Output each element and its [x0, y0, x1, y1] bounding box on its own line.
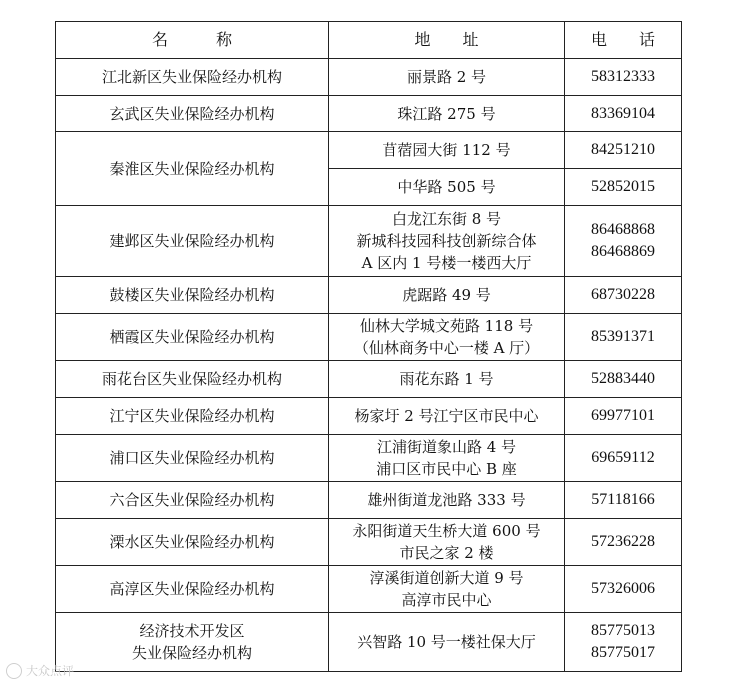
office-address: [329, 206, 565, 277]
office-address: [329, 435, 565, 482]
name-line: 秦淮区失业保险经办机构: [109, 159, 275, 178]
address-line: 市民之家 2 楼: [399, 544, 494, 562]
office-address: [329, 361, 565, 398]
address-line: 兴智路 10 号一楼社保大厅: [357, 633, 536, 651]
office-address: [329, 277, 565, 314]
office-phone: [565, 314, 682, 361]
phone-number: 52852015: [591, 178, 655, 195]
header-row: [56, 22, 682, 59]
logo-icon: [6, 663, 22, 679]
phone-number: 86468869: [591, 243, 655, 260]
name-line: 六合区失业保险经办机构: [109, 491, 275, 509]
office-name: [56, 613, 329, 672]
address-line: 新城科技园科技创新综合体: [356, 232, 537, 250]
office-address: [329, 519, 565, 566]
address-line: 淳溪街道创新大道 9 号: [369, 569, 524, 587]
table-row: [56, 398, 682, 435]
name-line: 雨花台区失业保险经办机构: [101, 370, 282, 388]
phone-number: 68730228: [591, 286, 655, 303]
office-name: [56, 206, 329, 277]
header-address: 地 址: [329, 22, 565, 59]
office-phone: [565, 132, 682, 169]
address-line: 雄州街道龙池路 333 号: [367, 491, 526, 509]
office-phone: [565, 361, 682, 398]
phone-number: 85391371: [591, 328, 655, 345]
address-line: 中华路 505 号: [397, 178, 496, 196]
office-phone: [565, 277, 682, 314]
office-name: [56, 519, 329, 566]
table-row: [56, 613, 682, 672]
address-line: 虎踞路 49 号: [402, 286, 491, 304]
name-line: 玄武区失业保险经办机构: [109, 104, 275, 123]
name-line: 江宁区失业保险经办机构: [109, 407, 275, 425]
office-name: [56, 398, 329, 435]
address-line: 珠江路 275 号: [397, 104, 496, 123]
office-phone: [565, 482, 682, 519]
office-phone: [565, 566, 682, 613]
address-line: 丽景路 2 号: [406, 68, 487, 86]
office-address: [329, 566, 565, 613]
address-line: 雨花东路 1 号: [399, 370, 494, 388]
address-line: 浦口区市民中心 B 座: [376, 460, 517, 478]
header-phone: 电 话: [565, 22, 682, 59]
address-line: 江浦街道象山路 4 号: [376, 438, 517, 456]
phone-number: 69977101: [591, 407, 655, 424]
name-line: 江北新区失业保险经办机构: [101, 68, 282, 86]
office-phone: [565, 59, 682, 96]
address-line: 杨家圩 2 号江宁区市民中心: [354, 407, 539, 425]
office-name: [56, 482, 329, 519]
phone-number: 52883440: [591, 370, 655, 387]
office-address: [329, 96, 565, 132]
office-phone: [565, 96, 682, 132]
office-phone: [565, 435, 682, 482]
table-row: [56, 361, 682, 398]
table-row: [56, 206, 682, 277]
office-address: [329, 132, 565, 169]
office-address: [329, 398, 565, 435]
office-name: [56, 361, 329, 398]
phone-number: 57236228: [591, 533, 655, 550]
table-row: [56, 519, 682, 566]
office-name: [56, 132, 329, 206]
address-line: 高淳市民中心: [401, 591, 492, 609]
table-row: [56, 482, 682, 519]
office-address: [329, 59, 565, 96]
name-line: 建邺区失业保险经办机构: [109, 232, 275, 250]
table-row: [56, 566, 682, 613]
phone-number: 86468868: [591, 221, 655, 238]
phone-number: 83369104: [591, 104, 655, 122]
phone-number: 57118166: [591, 491, 655, 508]
office-name: [56, 96, 329, 132]
address-line: A 区内 1 号楼一楼西大厅: [361, 254, 532, 272]
name-line: 高淳区失业保险经办机构: [109, 580, 275, 598]
office-name: [56, 314, 329, 361]
office-name: [56, 566, 329, 613]
office-address: [329, 482, 565, 519]
name-line: 鼓楼区失业保险经办机构: [109, 286, 275, 304]
address-line: 仙林大学城文苑路 118 号: [359, 317, 534, 335]
office-phone: [565, 169, 682, 206]
name-line: 溧水区失业保险经办机构: [109, 533, 275, 551]
office-phone: [565, 613, 682, 672]
watermark-text: 大众点评: [26, 664, 75, 678]
table-row: [56, 96, 682, 132]
office-phone: [565, 206, 682, 277]
phone-number: 84251210: [591, 141, 655, 158]
phone-number: 58312333: [591, 68, 655, 85]
office-phone: [565, 519, 682, 566]
table-row: [56, 435, 682, 482]
name-line: 栖霞区失业保险经办机构: [109, 328, 275, 346]
office-address: [329, 169, 565, 206]
address-line: 苜蓿园大街 112 号: [382, 141, 511, 159]
address-line: 永阳街道天生桥大道 600 号: [352, 522, 541, 540]
office-name: [56, 435, 329, 482]
office-directory-table: [55, 21, 682, 672]
phone-number: 85775013: [591, 622, 655, 639]
header-name: 名 称: [56, 22, 329, 59]
table-row: [56, 132, 682, 169]
address-line: （仙林商务中心一楼 A 厅）: [353, 339, 540, 357]
watermark: [6, 662, 74, 679]
phone-number: 69659112: [591, 449, 655, 466]
phone-number: 57326006: [591, 580, 655, 597]
office-phone: [565, 398, 682, 435]
office-address: [329, 613, 565, 672]
office-name: [56, 59, 329, 96]
address-line: 白龙江东街 8 号: [391, 210, 502, 228]
name-line: 失业保险经办机构: [131, 644, 252, 662]
name-line: 经济技术开发区: [139, 622, 245, 640]
office-address: [329, 314, 565, 361]
office-name: [56, 277, 329, 314]
name-line: 浦口区失业保险经办机构: [109, 449, 275, 467]
table-row: [56, 59, 682, 96]
table-row: [56, 314, 682, 361]
phone-number: 85775017: [591, 644, 655, 661]
table-row: [56, 277, 682, 314]
